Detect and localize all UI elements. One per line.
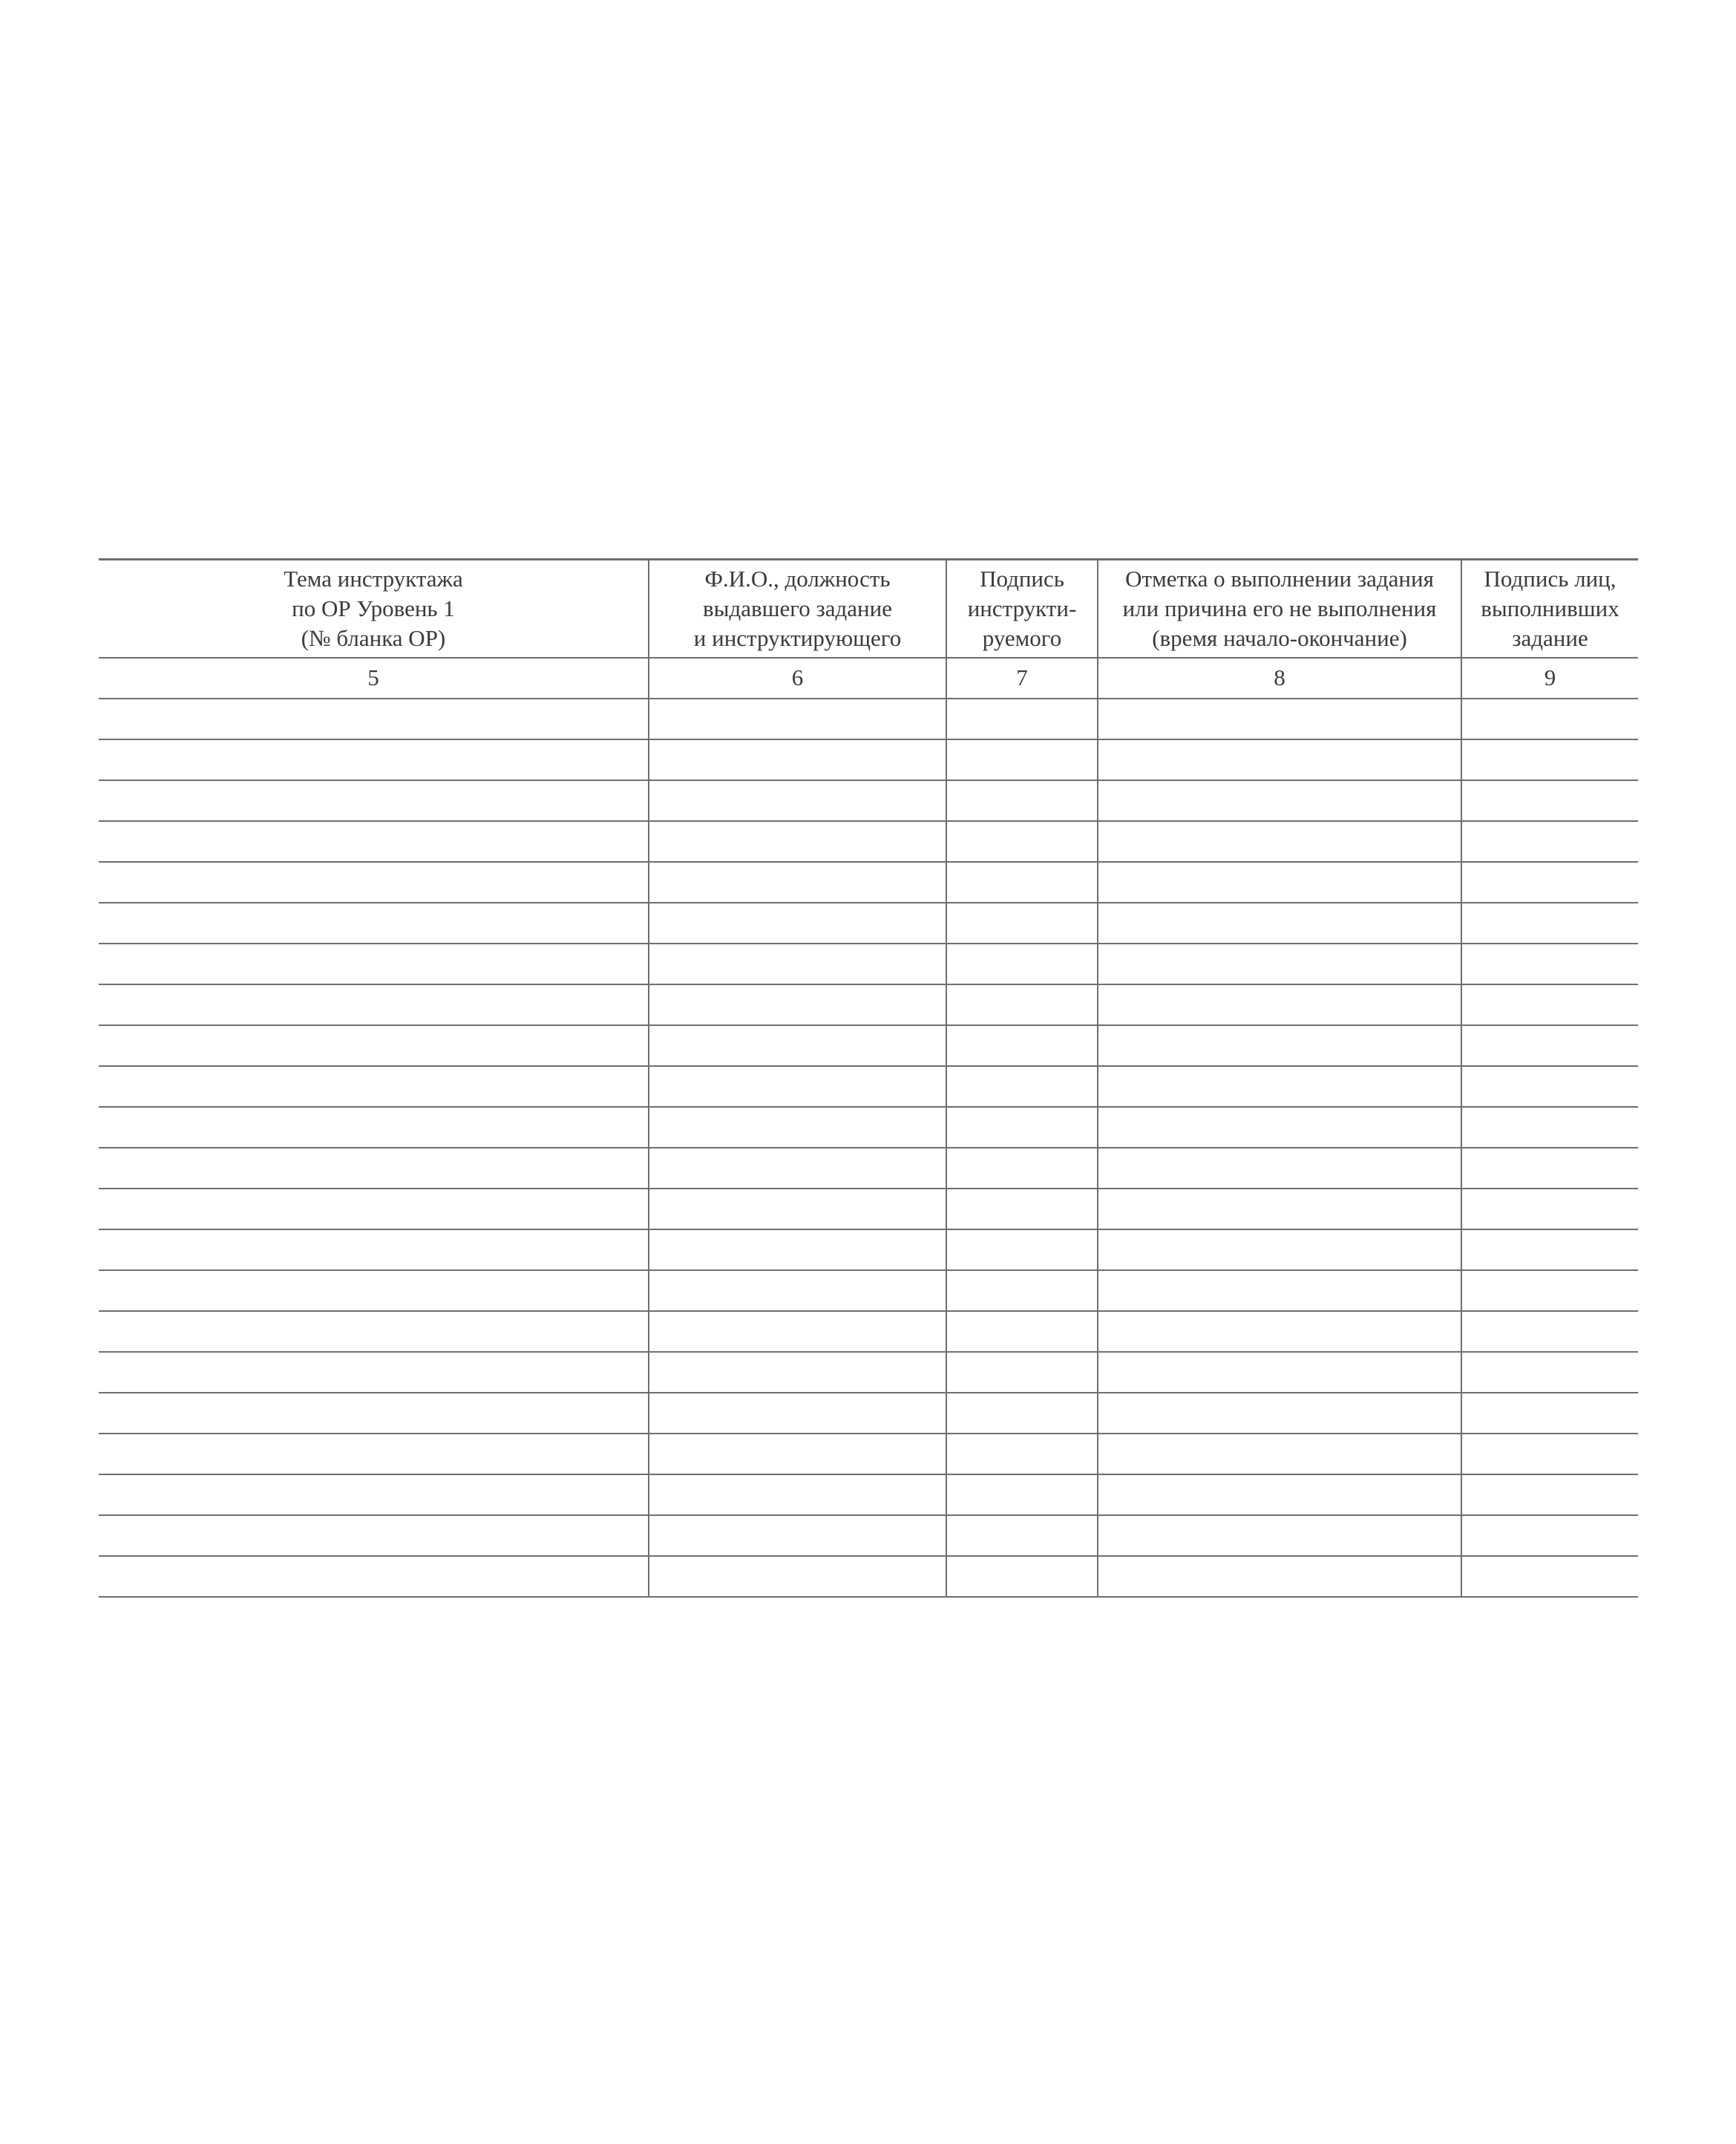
cell-performers-signature bbox=[1461, 739, 1638, 780]
column-header-completion-mark: Отметка о выполнении задания или причина его не выполнения (время начало-окончание) bbox=[1098, 560, 1461, 658]
cell-completion-mark bbox=[1098, 1311, 1461, 1352]
cell-issuer bbox=[649, 1066, 946, 1107]
cell-issuer bbox=[649, 1229, 946, 1270]
cell-performers-signature bbox=[1461, 944, 1638, 984]
cell-performers-signature bbox=[1461, 984, 1638, 1025]
column-header-row bbox=[99, 560, 1638, 658]
cell-issuer bbox=[649, 1474, 946, 1515]
column-number-9: 9 bbox=[1461, 658, 1638, 699]
table-row bbox=[99, 1107, 1638, 1148]
cell-topic bbox=[99, 1474, 649, 1515]
cell-completion-mark bbox=[1098, 821, 1461, 862]
cell-instructed-signature bbox=[946, 944, 1098, 984]
cell-topic bbox=[99, 1434, 649, 1474]
table-row bbox=[99, 984, 1638, 1025]
column-number-row bbox=[99, 658, 1638, 699]
table-row bbox=[99, 903, 1638, 944]
cell-topic bbox=[99, 1515, 649, 1556]
cell-instructed-signature bbox=[946, 984, 1098, 1025]
table-row bbox=[99, 780, 1638, 821]
cell-instructed-signature bbox=[946, 821, 1098, 862]
cell-instructed-signature bbox=[946, 1189, 1098, 1229]
cell-completion-mark bbox=[1098, 1515, 1461, 1556]
cell-performers-signature bbox=[1461, 903, 1638, 944]
cell-instructed-signature bbox=[946, 1025, 1098, 1066]
cell-issuer bbox=[649, 1025, 946, 1066]
table-row bbox=[99, 1270, 1638, 1311]
cell-completion-mark bbox=[1098, 1270, 1461, 1311]
cell-topic bbox=[99, 944, 649, 984]
cell-performers-signature bbox=[1461, 1148, 1638, 1189]
cell-completion-mark bbox=[1098, 1107, 1461, 1148]
cell-performers-signature bbox=[1461, 1311, 1638, 1352]
cell-completion-mark bbox=[1098, 1189, 1461, 1229]
cell-topic bbox=[99, 1189, 649, 1229]
column-number-6: 6 bbox=[649, 658, 946, 699]
cell-instructed-signature bbox=[946, 1352, 1098, 1393]
cell-performers-signature bbox=[1461, 1515, 1638, 1556]
cell-performers-signature bbox=[1461, 1352, 1638, 1393]
cell-performers-signature bbox=[1461, 1434, 1638, 1474]
cell-instructed-signature bbox=[946, 739, 1098, 780]
cell-completion-mark bbox=[1098, 1229, 1461, 1270]
table-row bbox=[99, 1066, 1638, 1107]
cell-instructed-signature bbox=[946, 1148, 1098, 1189]
cell-performers-signature bbox=[1461, 1474, 1638, 1515]
cell-completion-mark bbox=[1098, 780, 1461, 821]
cell-instructed-signature bbox=[946, 1556, 1098, 1597]
cell-topic bbox=[99, 1352, 649, 1393]
cell-issuer bbox=[649, 1148, 946, 1189]
cell-issuer bbox=[649, 1434, 946, 1474]
column-header-topic: Тема инструктажа по ОР Уровень 1 (№ бланка ОР) bbox=[99, 560, 649, 658]
cell-issuer bbox=[649, 984, 946, 1025]
cell-instructed-signature bbox=[946, 862, 1098, 903]
cell-topic bbox=[99, 862, 649, 903]
cell-issuer bbox=[649, 1311, 946, 1352]
cell-performers-signature bbox=[1461, 862, 1638, 903]
table-row bbox=[99, 1148, 1638, 1189]
cell-instructed-signature bbox=[946, 1515, 1098, 1556]
cell-completion-mark bbox=[1098, 984, 1461, 1025]
column-number-7: 7 bbox=[946, 658, 1098, 699]
cell-issuer bbox=[649, 1270, 946, 1311]
cell-topic bbox=[99, 1270, 649, 1311]
cell-issuer bbox=[649, 944, 946, 984]
cell-issuer bbox=[649, 862, 946, 903]
cell-completion-mark bbox=[1098, 699, 1461, 739]
cell-instructed-signature bbox=[946, 1270, 1098, 1311]
column-number-8: 8 bbox=[1098, 658, 1461, 699]
briefing-journal-table bbox=[99, 558, 1638, 1598]
cell-topic bbox=[99, 1066, 649, 1107]
column-number-5: 5 bbox=[99, 658, 649, 699]
table-row bbox=[99, 1025, 1638, 1066]
table-row bbox=[99, 1474, 1638, 1515]
cell-issuer bbox=[649, 739, 946, 780]
cell-issuer bbox=[649, 903, 946, 944]
table-row bbox=[99, 1393, 1638, 1434]
cell-completion-mark bbox=[1098, 1393, 1461, 1434]
cell-issuer bbox=[649, 821, 946, 862]
cell-instructed-signature bbox=[946, 780, 1098, 821]
cell-topic bbox=[99, 984, 649, 1025]
cell-issuer bbox=[649, 699, 946, 739]
cell-completion-mark bbox=[1098, 903, 1461, 944]
cell-instructed-signature bbox=[946, 1474, 1098, 1515]
column-header-issuer: Ф.И.О., должность выдавшего задание и инструктирующего bbox=[649, 560, 946, 658]
cell-performers-signature bbox=[1461, 1189, 1638, 1229]
cell-completion-mark bbox=[1098, 1025, 1461, 1066]
cell-completion-mark bbox=[1098, 944, 1461, 984]
cell-performers-signature bbox=[1461, 1556, 1638, 1597]
cell-completion-mark bbox=[1098, 1434, 1461, 1474]
cell-performers-signature bbox=[1461, 1229, 1638, 1270]
table-row bbox=[99, 739, 1638, 780]
table-row bbox=[99, 944, 1638, 984]
cell-completion-mark bbox=[1098, 862, 1461, 903]
cell-instructed-signature bbox=[946, 1229, 1098, 1270]
cell-performers-signature bbox=[1461, 1025, 1638, 1066]
cell-topic bbox=[99, 1148, 649, 1189]
table-row bbox=[99, 1189, 1638, 1229]
table-row bbox=[99, 1311, 1638, 1352]
column-header-instructed-signature: Подпись инструкти- руемого bbox=[946, 560, 1098, 658]
cell-performers-signature bbox=[1461, 1107, 1638, 1148]
cell-performers-signature bbox=[1461, 1393, 1638, 1434]
cell-topic bbox=[99, 1025, 649, 1066]
cell-completion-mark bbox=[1098, 1148, 1461, 1189]
cell-issuer bbox=[649, 1189, 946, 1229]
cell-completion-mark bbox=[1098, 739, 1461, 780]
table-row bbox=[99, 699, 1638, 739]
cell-issuer bbox=[649, 1107, 946, 1148]
cell-issuer bbox=[649, 1515, 946, 1556]
table-row bbox=[99, 1556, 1638, 1597]
cell-completion-mark bbox=[1098, 1066, 1461, 1107]
cell-performers-signature bbox=[1461, 1066, 1638, 1107]
cell-topic bbox=[99, 1393, 649, 1434]
cell-performers-signature bbox=[1461, 1270, 1638, 1311]
table-row bbox=[99, 1515, 1638, 1556]
cell-issuer bbox=[649, 1393, 946, 1434]
cell-instructed-signature bbox=[946, 1311, 1098, 1352]
cell-topic bbox=[99, 821, 649, 862]
cell-topic bbox=[99, 903, 649, 944]
cell-topic bbox=[99, 1107, 649, 1148]
cell-completion-mark bbox=[1098, 1474, 1461, 1515]
cell-topic bbox=[99, 780, 649, 821]
cell-performers-signature bbox=[1461, 780, 1638, 821]
cell-completion-mark bbox=[1098, 1352, 1461, 1393]
cell-instructed-signature bbox=[946, 1066, 1098, 1107]
cell-topic bbox=[99, 1311, 649, 1352]
cell-topic bbox=[99, 739, 649, 780]
table-row bbox=[99, 821, 1638, 862]
cell-instructed-signature bbox=[946, 699, 1098, 739]
cell-performers-signature bbox=[1461, 821, 1638, 862]
cell-instructed-signature bbox=[946, 903, 1098, 944]
cell-topic bbox=[99, 1229, 649, 1270]
cell-instructed-signature bbox=[946, 1434, 1098, 1474]
cell-topic bbox=[99, 699, 649, 739]
cell-issuer bbox=[649, 780, 946, 821]
cell-completion-mark bbox=[1098, 1556, 1461, 1597]
cell-issuer bbox=[649, 1556, 946, 1597]
table-row bbox=[99, 1434, 1638, 1474]
table-row bbox=[99, 862, 1638, 903]
cell-instructed-signature bbox=[946, 1107, 1098, 1148]
column-header-performers-signature: Подпись лиц, выполнивших задание bbox=[1461, 560, 1638, 658]
table-row bbox=[99, 1352, 1638, 1393]
table-row bbox=[99, 1229, 1638, 1270]
cell-topic bbox=[99, 1556, 649, 1597]
journal-body bbox=[99, 699, 1638, 1597]
cell-issuer bbox=[649, 1352, 946, 1393]
cell-performers-signature bbox=[1461, 699, 1638, 739]
cell-instructed-signature bbox=[946, 1393, 1098, 1434]
